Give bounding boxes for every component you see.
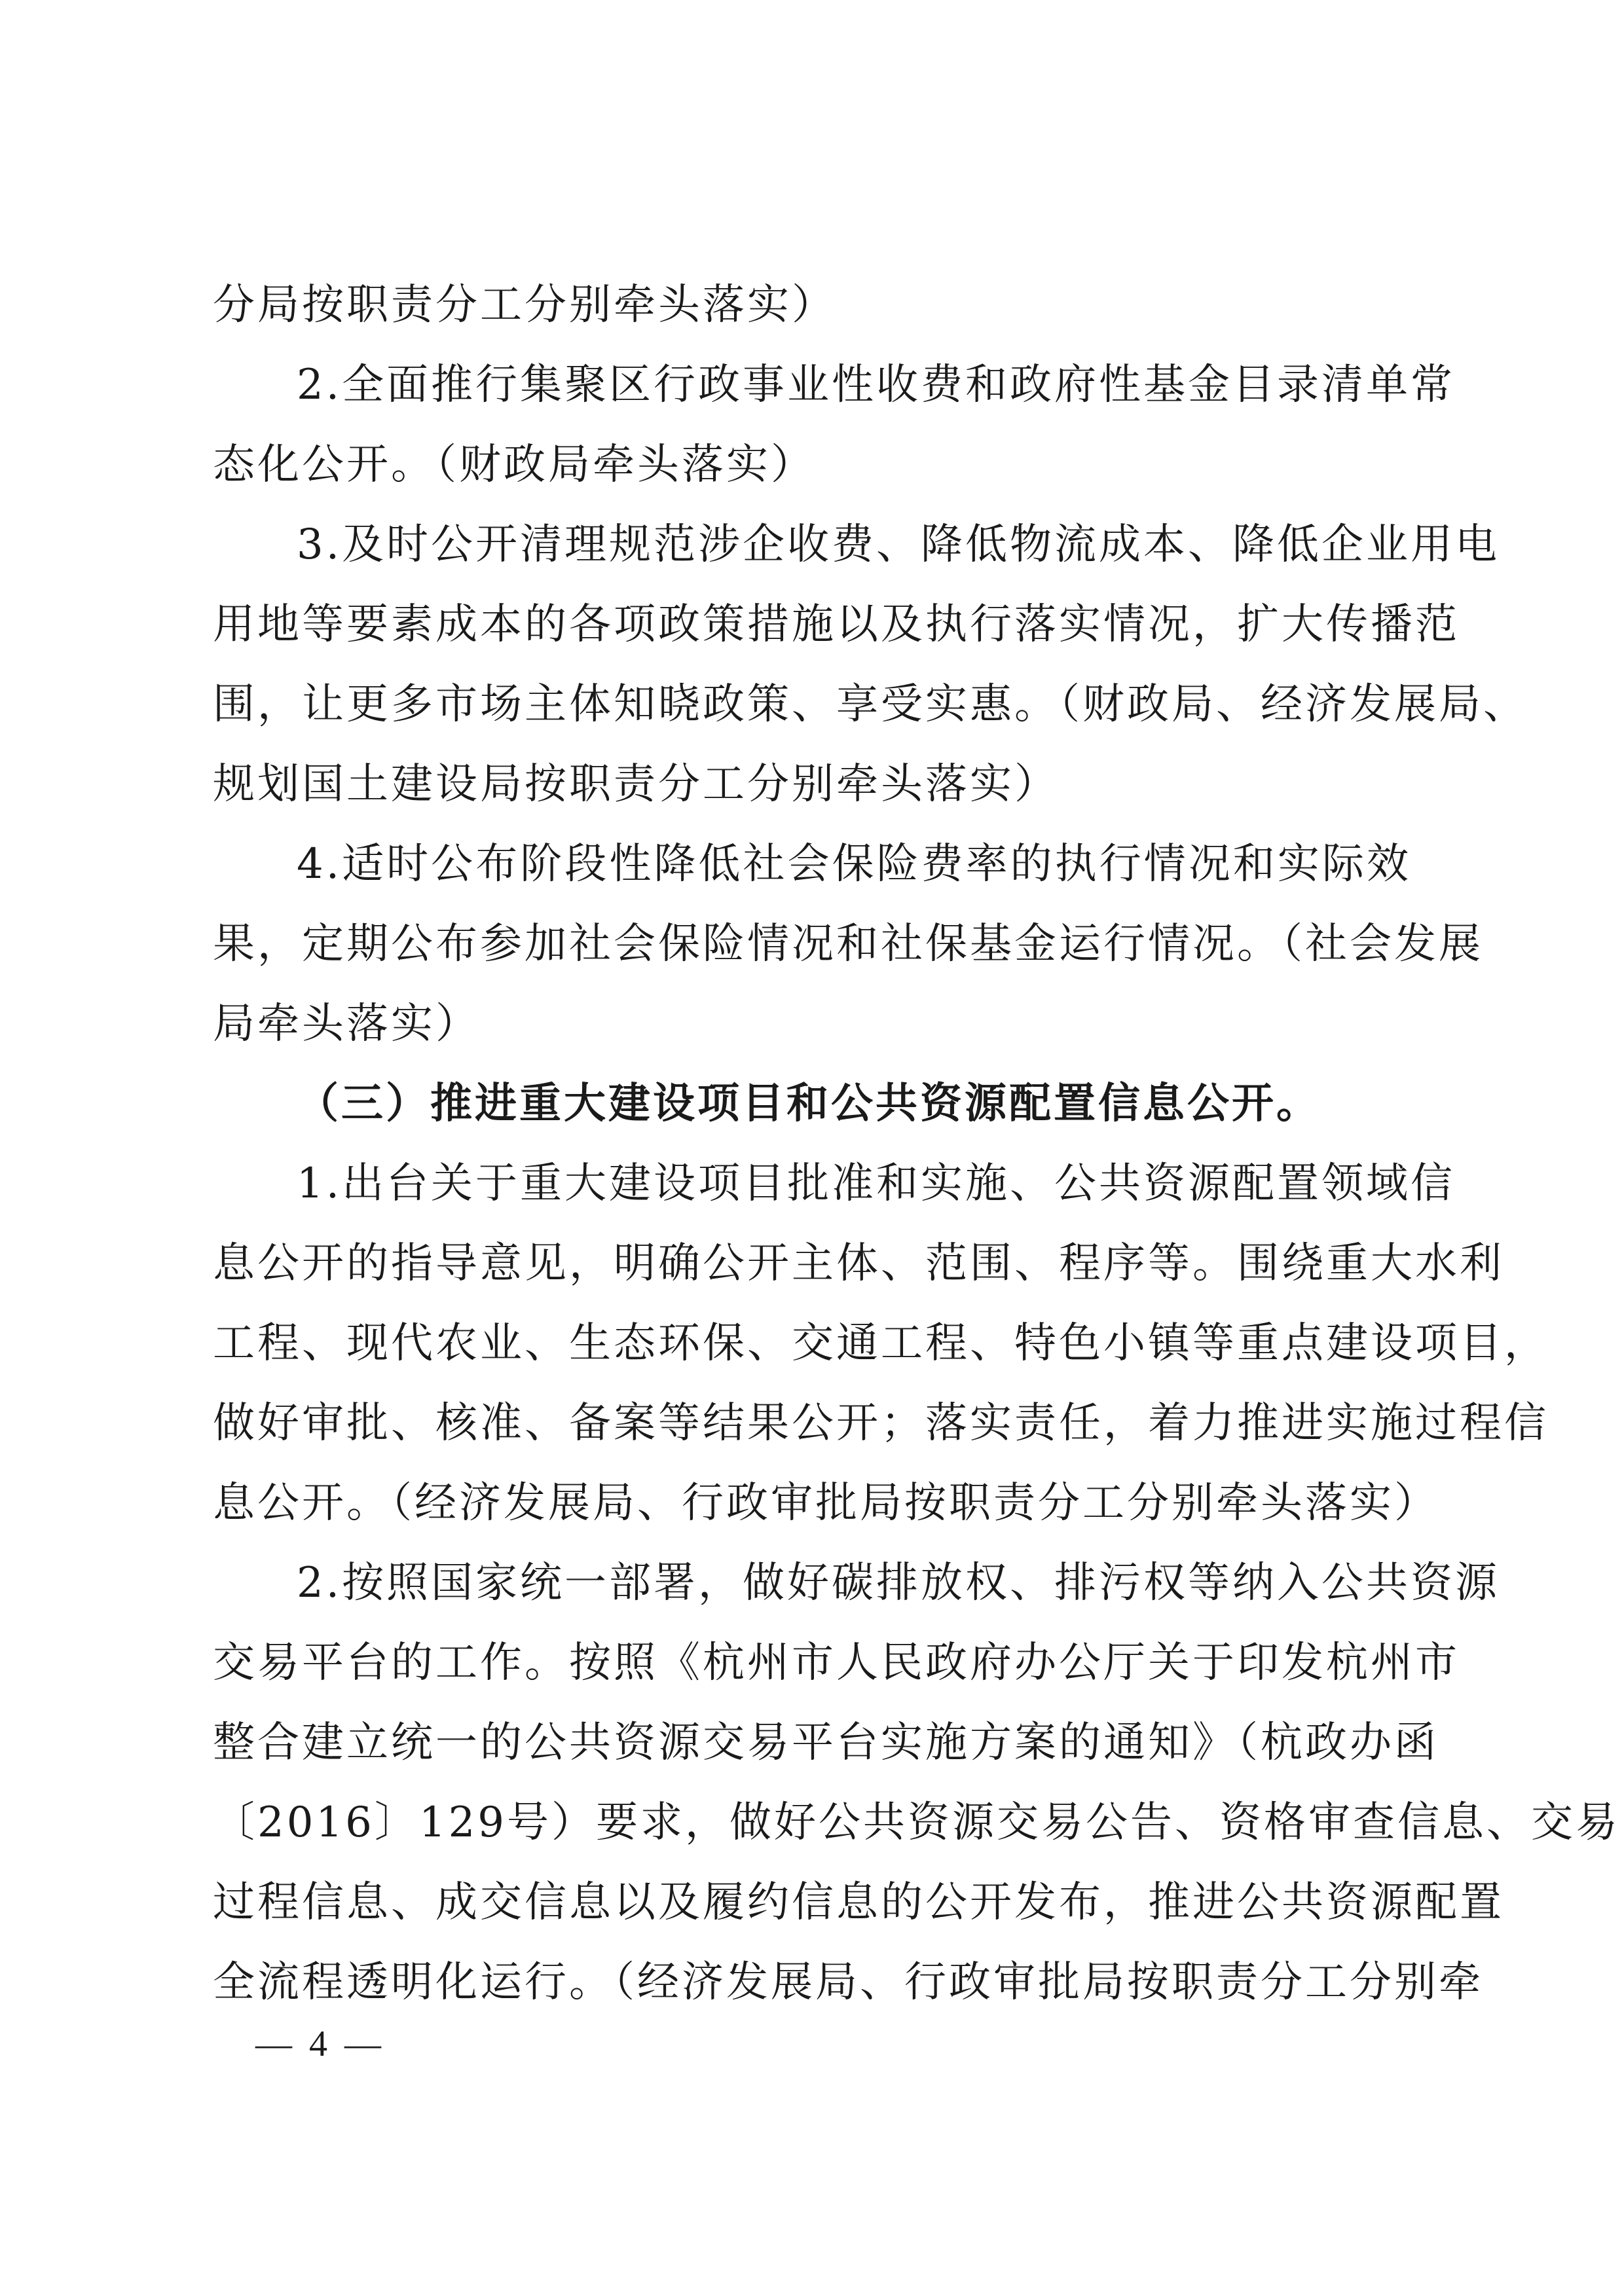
- text-line-5: 用地等要素成本的各项政策措施以及执行落实情况，扩大传播范: [213, 600, 1460, 649]
- text-line-22: 全流程透明化运行。（经济发展局、行政审批局按职责分工分别牵: [213, 1958, 1483, 2007]
- text-line-21: 过程信息、成交信息以及履约信息的公开发布，推进公共资源配置: [213, 1878, 1504, 1927]
- text-line-6: 围，让更多市场主体知晓政策、享受实惠。（财政局、经济发展局、: [213, 680, 1528, 729]
- page-number: — 4 —: [255, 2024, 385, 2064]
- text-line-19: 整合建立统一的公共资源交易平台实施方案的通知》（杭政办函: [213, 1719, 1439, 1767]
- section-heading: （三）推进重大建设项目和公共资源配置信息公开。: [297, 1079, 1321, 1128]
- text-line-4: 3.及时公开清理规范涉企收费、降低物流成本、降低企业用电: [297, 520, 1500, 569]
- text-line-7: 规划国土建设局按职责分工分别牵头落实）: [213, 760, 1059, 809]
- text-line-2: 2.全面推行集聚区行政事业性收费和政府性基金目录清单常: [297, 361, 1456, 409]
- text-line-14: 工程、现代农业、生态环保、交通工程、特色小镇等重点建设项目，: [213, 1319, 1549, 1368]
- text-line-13: 息公开的指导意见，明确公开主体、范围、程序等。围绕重大水利: [213, 1239, 1504, 1288]
- text-line-8: 4.适时公布阶段性降低社会保险费率的执行情况和实际效: [297, 840, 1411, 888]
- text-line-12: 1.出台关于重大建设项目批准和实施、公共资源配置领域信: [297, 1159, 1456, 1208]
- text-line-18: 交易平台的工作。按照《杭州市人民政府办公厅关于印发杭州市: [213, 1639, 1460, 1687]
- text-line-10: 局牵头落实）: [213, 1000, 480, 1048]
- text-line-15: 做好审批、核准、备案等结果公开；落实责任，着力推进实施过程信: [213, 1399, 1549, 1448]
- text-line-9: 果，定期公布参加社会保险情况和社保基金运行情况。（社会发展: [213, 920, 1483, 968]
- document-body: [213, 265, 1621, 2022]
- text-line-17: 2.按照国家统一部署，做好碳排放权、排污权等纳入公共资源: [297, 1559, 1500, 1607]
- text-line-16: 息公开。（经济发展局、行政审批局按职责分工分别牵头落实）: [213, 1479, 1439, 1527]
- text-line-3: 态化公开。（财政局牵头落实）: [213, 441, 815, 489]
- text-line-1: 分局按职责分工分别牵头落实）: [213, 281, 836, 329]
- text-line-20: 〔2016〕129号）要求，做好公共资源交易公告、资格审查信息、交易: [213, 1798, 1621, 1847]
